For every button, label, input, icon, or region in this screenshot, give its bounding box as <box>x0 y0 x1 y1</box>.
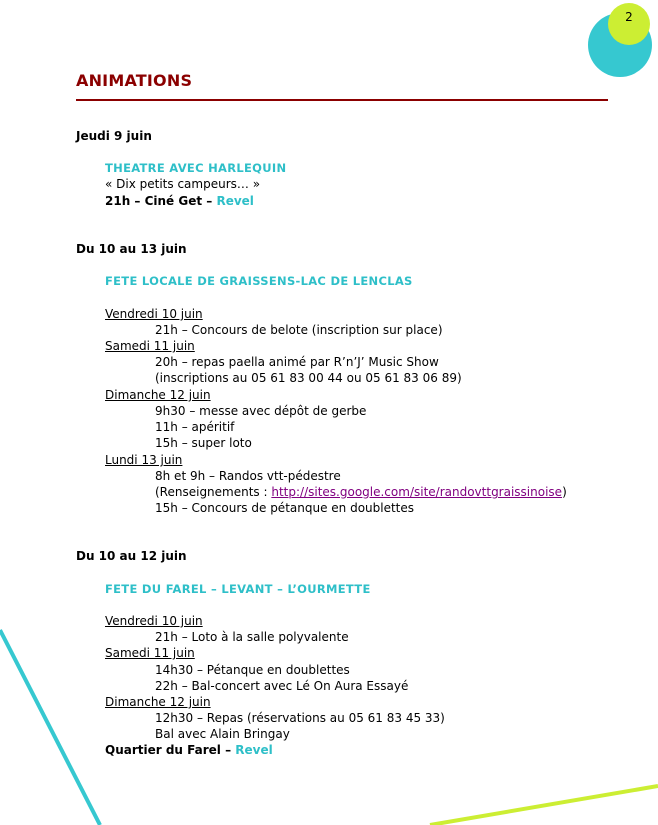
info-suffix: ) <box>562 485 567 499</box>
event-title: FETE DU FAREL – LEVANT – L’OURMETTE <box>105 582 371 596</box>
schedule-item: 9h30 – messe avec dépôt de gerbe <box>155 404 367 418</box>
title-rule <box>76 99 608 101</box>
schedule-item: 21h – Loto à la salle polyvalente <box>155 630 349 644</box>
venue-town: Revel <box>216 194 254 208</box>
event-title: FETE LOCALE DE GRAISSENS-LAC DE LENCLAS <box>105 274 413 288</box>
schedule-item: Bal avec Alain Bringay <box>155 727 290 741</box>
day-heading: Vendredi 10 juin <box>105 614 203 628</box>
event-subtitle: « Dix petits campeurs… » <box>105 177 261 191</box>
website-link[interactable]: http://sites.google.com/site/randovttgraissinoise <box>271 485 563 499</box>
day-heading: Dimanche 12 juin <box>105 695 211 709</box>
day-heading: Samedi 11 juin <box>105 646 195 660</box>
venue-town: Revel <box>235 743 273 757</box>
cyan-diagonal-line <box>0 630 100 825</box>
event-title: THEATRE AVEC HARLEQUIN <box>105 161 287 175</box>
section-date: Du 10 au 12 juin <box>76 549 187 563</box>
schedule-item: 21h – Concours de belote (inscription sur place) <box>155 323 443 337</box>
schedule-item: 14h30 – Pétanque en doublettes <box>155 663 350 677</box>
venue-prefix: 21h – Ciné Get – <box>105 194 217 208</box>
section-date: Du 10 au 13 juin <box>76 242 187 256</box>
day-heading: Samedi 11 juin <box>105 339 195 353</box>
day-heading: Dimanche 12 juin <box>105 388 211 402</box>
schedule-item: 15h – super loto <box>155 436 252 450</box>
day-heading: Lundi 13 juin <box>105 453 183 467</box>
schedule-item: 15h – Concours de pétanque en doublettes <box>155 501 415 515</box>
venue-prefix: Quartier du Farel – <box>105 743 236 757</box>
event-venue <box>105 742 273 758</box>
day-heading: Vendredi 10 juin <box>105 307 203 321</box>
schedule-item: 22h – Bal-concert avec Lé On Aura Essayé <box>155 679 409 693</box>
schedule-item <box>155 484 567 500</box>
schedule-item: (inscriptions au 05 61 83 00 44 ou 05 61 83 06 89) <box>155 371 462 385</box>
page-title: ANIMATIONS <box>76 71 193 90</box>
info-prefix: (Renseignements : <box>155 485 272 499</box>
page-number: 2 <box>625 10 633 24</box>
schedule-item: 12h30 – Repas (réservations au 05 61 83 45 33) <box>155 711 445 725</box>
schedule-item: 11h – apéritif <box>155 420 235 434</box>
lime-diagonal-line <box>430 786 658 825</box>
section-date: Jeudi 9 juin <box>76 129 152 143</box>
schedule-item: 20h – repas paella animé par R’n’J’ Music Show <box>155 355 439 369</box>
schedule-item: 8h et 9h – Randos vtt-pédestre <box>155 469 341 483</box>
event-venue <box>105 193 254 209</box>
